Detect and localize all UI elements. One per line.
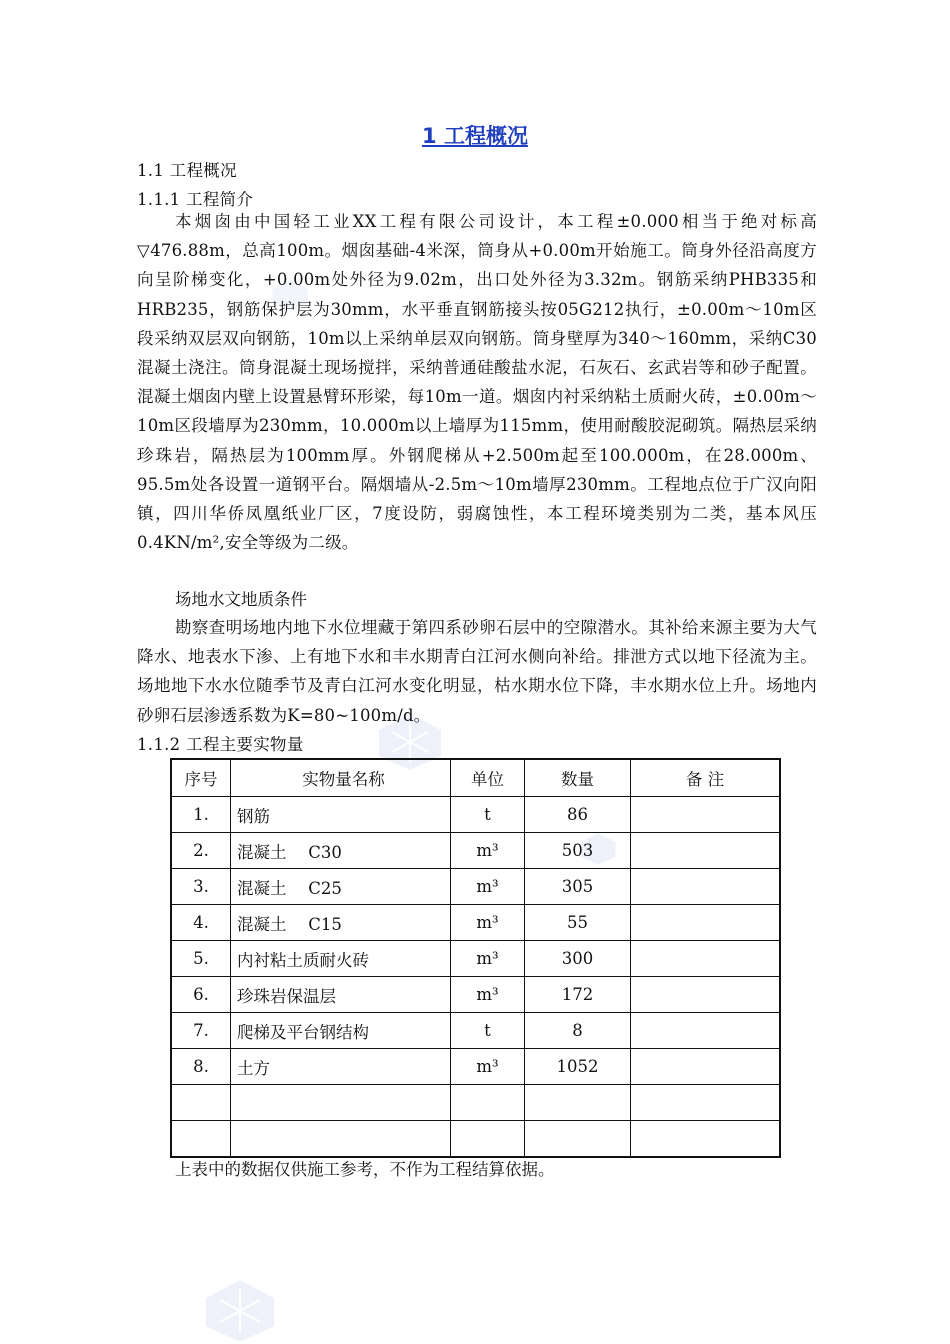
table-cell-unit: m³	[451, 905, 525, 941]
table-cell-unit: t	[451, 1013, 525, 1049]
table-row	[171, 869, 780, 905]
column-header: 实物量名称	[231, 759, 451, 797]
table-cell-note	[631, 1049, 781, 1085]
table-cell-no: 5.	[171, 941, 231, 977]
quantity-table	[170, 758, 781, 1158]
table-cell-note	[631, 941, 781, 977]
column-header: 备 注	[631, 759, 781, 797]
snowflake-watermark-icon	[195, 1278, 285, 1344]
table-cell-note	[631, 1121, 781, 1158]
column-header: 序号	[171, 759, 231, 797]
table-note: 上表中的数据仅供施工参考，不作为工程结算依据。	[175, 1160, 555, 1179]
table-cell-qty	[525, 1121, 631, 1158]
intro-paragraph: 本烟囱由中国轻工业XX工程有限公司设计，本工程±0.000相当于绝对标高▽476.88m，总高100m。烟囱基础-4米深，筒身从+0.00m开始施工。筒身外径沿高度方向呈阶梯变化，+0.00m处外径为9.02m，出口处外径为3.32m。钢筋采纳PHB335和HRB235，钢筋保护层为30mm，水平垂直钢筋接头按05G212执行，±0.00m～10m区段采纳双层双向钢筋，10m以上采纳单层双向钢筋。筒身壁厚为340～160mm，采纳C30混凝土浇注。筒身混凝土现场搅拌，采纳普通硅酸盐水泥，石灰石、玄武岩等和砂子配置。混凝土烟囱内壁上设置悬臂环形梁，每10m一道。烟囱内衬采纳粘土质耐火砖，±0.00m～10m区段墙厚为230mm，10.000m以上墙厚为115mm，使用耐酸胶泥砌筑。隔热层采纳珍珠岩，隔热层为100mm厚。外钢爬梯从+2.500m起至100.000m，在28.000m、95.5m处各设置一道钢平台。隔烟墙从-2.5m～10m墙厚230mm。工程地点位于广汉向阳镇，四川华侨凤凰纸业厂区，7度设防，弱腐蚀性，本工程环境类别为二类，基本风压0.4KN/m²,安全等级为二级。	[137, 212, 817, 553]
table-cell-qty: 86	[525, 797, 631, 833]
table-cell-name: 钢筋	[231, 797, 451, 833]
table-row	[171, 1121, 780, 1158]
table-cell-qty: 1052	[525, 1049, 631, 1085]
section-heading-1-1-1: 1.1.1 工程简介	[137, 190, 254, 209]
table-cell-no	[171, 1121, 231, 1158]
table-cell-name: 混凝土 C15	[231, 905, 451, 941]
table-cell-no: 4.	[171, 905, 231, 941]
table-cell-unit: m³	[451, 869, 525, 905]
table-cell-no: 2.	[171, 833, 231, 869]
table-cell-unit	[451, 1121, 525, 1158]
column-header: 数量	[525, 759, 631, 797]
table-cell-no: 3.	[171, 869, 231, 905]
table-row	[171, 797, 780, 833]
table-cell-no: 8.	[171, 1049, 231, 1085]
table-header-row	[171, 759, 780, 797]
table-cell-no: 1.	[171, 797, 231, 833]
table-cell-name: 珍珠岩保温层	[231, 977, 451, 1013]
table-cell-qty: 503	[525, 833, 631, 869]
table-cell-note	[631, 833, 781, 869]
table-cell-note	[631, 1013, 781, 1049]
table-row	[171, 1085, 780, 1121]
table-cell-qty: 300	[525, 941, 631, 977]
table-cell-qty: 305	[525, 869, 631, 905]
table-cell-note	[631, 905, 781, 941]
table-cell-no: 7.	[171, 1013, 231, 1049]
table-row	[171, 977, 780, 1013]
section-heading-1-1-2: 1.1.2 工程主要实物量	[137, 735, 304, 754]
column-header: 单位	[451, 759, 525, 797]
table-cell-note	[631, 977, 781, 1013]
section-heading-1-1: 1.1 工程概况	[137, 161, 237, 180]
table-cell-no	[171, 1085, 231, 1121]
table-cell-name	[231, 1121, 451, 1158]
table-row	[171, 833, 780, 869]
table-cell-unit: t	[451, 797, 525, 833]
table-row	[171, 1013, 780, 1049]
table-cell-name: 爬梯及平台钢结构	[231, 1013, 451, 1049]
table-cell-unit	[451, 1085, 525, 1121]
table-cell-note	[631, 797, 781, 833]
table-cell-qty	[525, 1085, 631, 1121]
table-cell-note	[631, 1085, 781, 1121]
table-cell-name: 混凝土 C25	[231, 869, 451, 905]
page-title: 1 工程概况	[422, 124, 528, 148]
table-row	[171, 941, 780, 977]
table-cell-note	[631, 869, 781, 905]
table-cell-name	[231, 1085, 451, 1121]
table-cell-name: 混凝土 C30	[231, 833, 451, 869]
table-cell-qty: 8	[525, 1013, 631, 1049]
hydro-paragraph: 勘察查明场地内地下水位埋藏于第四系砂卵石层中的空隙潜水。其补给来源主要为大气降水、地表水下渗、上有地下水和丰水期青白江河水侧向补给。排泄方式以地下径流为主。场地地下水水位随季节及青白江河水变化明显，枯水期水位下降，丰水期水位上升。场地内砂卵石层渗透系数为K=80~100m/d。	[137, 618, 817, 725]
table-cell-unit: m³	[451, 941, 525, 977]
table-cell-unit: m³	[451, 977, 525, 1013]
table-row	[171, 905, 780, 941]
table-cell-unit: m³	[451, 833, 525, 869]
table-cell-qty: 55	[525, 905, 631, 941]
table-cell-qty: 172	[525, 977, 631, 1013]
table-cell-no: 6.	[171, 977, 231, 1013]
hydro-heading: 场地水文地质条件	[175, 590, 307, 609]
table-cell-name: 内衬粘土质耐火砖	[231, 941, 451, 977]
table-cell-unit: m³	[451, 1049, 525, 1085]
table-cell-name: 土方	[231, 1049, 451, 1085]
table-row	[171, 1049, 780, 1085]
